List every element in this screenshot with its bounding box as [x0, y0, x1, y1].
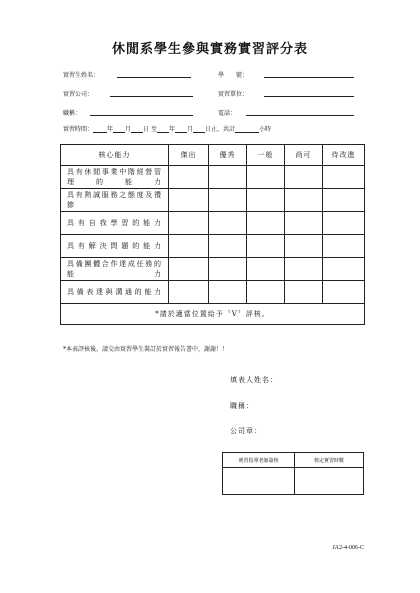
rating-cell[interactable] — [169, 235, 209, 258]
rating-cell[interactable] — [209, 281, 247, 304]
rating-cell[interactable] — [247, 212, 285, 235]
day-label: 日 — [143, 126, 150, 133]
ability-item: 具有熱誠服務之態度及禮節 — [61, 189, 169, 212]
company-seal-label: 公司章： — [230, 427, 262, 435]
approved-hours-cell[interactable] — [295, 468, 364, 495]
rating-header-row — [61, 145, 365, 166]
rating-cell[interactable] — [209, 189, 247, 212]
year-label-end: 年 — [169, 126, 176, 133]
day-total-label: 日止，共計 — [205, 126, 236, 133]
ability-item: 具有解決問題的能力 — [61, 235, 169, 258]
hours-label: 小時 — [259, 126, 272, 133]
rating-cell[interactable] — [285, 258, 323, 281]
year-label: 年 — [107, 126, 114, 133]
table-row — [61, 212, 365, 235]
advisor-signoff-header: 實習指導老師簽核 — [223, 453, 295, 468]
ability-item: 具備團體合作達成任務的能力 — [61, 258, 169, 281]
advisor-signoff-cell[interactable] — [223, 468, 295, 495]
table-row — [61, 189, 365, 212]
rating-cell[interactable] — [209, 235, 247, 258]
ability-item: 具備表達與溝通的能力 — [61, 281, 169, 304]
table-row — [61, 258, 365, 281]
month-label: 月 — [125, 126, 132, 133]
header-outstanding: 傑出 — [169, 145, 209, 166]
to-label: 至 — [150, 126, 157, 133]
student-name-label: 實習生姓名： — [63, 72, 100, 79]
rating-cell[interactable] — [169, 166, 209, 189]
table-row — [61, 281, 365, 304]
submission-note: *本表評核後，請交由實習學生裝訂於實習報告書中，謝謝！！ — [63, 346, 229, 353]
rating-cell[interactable] — [285, 235, 323, 258]
start-month-field[interactable] — [113, 125, 125, 133]
start-year-field[interactable] — [93, 125, 107, 133]
approved-hours-header: 核定實習時數 — [295, 453, 364, 468]
company-label: 實習公司： — [63, 91, 94, 98]
form-title: 休閒系學生參與實務實習評分表 — [111, 42, 308, 57]
rating-cell[interactable] — [247, 258, 285, 281]
student-name-field[interactable] — [117, 77, 191, 78]
rating-cell[interactable] — [285, 166, 323, 189]
rating-table — [60, 144, 365, 325]
rating-footer-row — [61, 304, 365, 325]
rating-cell[interactable] — [285, 189, 323, 212]
rating-cell[interactable] — [209, 166, 247, 189]
total-hours-field[interactable] — [235, 125, 259, 133]
end-day-field[interactable] — [193, 125, 205, 133]
filler-title-label: 職稱： — [230, 402, 254, 410]
rating-cell[interactable] — [285, 281, 323, 304]
unit-field[interactable] — [264, 96, 354, 97]
header-core-ability: 核心能力 — [61, 145, 169, 166]
rating-cell[interactable] — [323, 212, 365, 235]
rating-cell[interactable] — [323, 281, 365, 304]
ability-item: 具有自我學習的能力 — [61, 212, 169, 235]
rating-cell[interactable] — [209, 258, 247, 281]
phone-label: 電話： — [218, 110, 237, 117]
position-field[interactable] — [90, 115, 193, 116]
rating-cell[interactable] — [247, 281, 285, 304]
header-average: 一般 — [247, 145, 285, 166]
rating-cell[interactable] — [247, 166, 285, 189]
rating-cell[interactable] — [285, 212, 323, 235]
rating-cell[interactable] — [169, 281, 209, 304]
end-year-field[interactable] — [157, 125, 169, 133]
rating-cell[interactable] — [323, 166, 365, 189]
rating-cell[interactable] — [247, 235, 285, 258]
rating-cell[interactable] — [323, 189, 365, 212]
rating-cell[interactable] — [169, 258, 209, 281]
rating-cell[interactable] — [169, 189, 209, 212]
approval-header-row — [223, 453, 364, 468]
ability-item: 具有休閒事業中階經營管理的能力 — [61, 166, 169, 189]
student-id-label: 學 號： — [218, 72, 249, 79]
company-field[interactable] — [110, 96, 193, 97]
month-label-end: 月 — [187, 126, 194, 133]
student-id-field[interactable] — [264, 77, 354, 78]
form-code: JA2-4-006-C — [332, 545, 364, 551]
approval-body-row — [223, 468, 364, 495]
rating-cell[interactable] — [323, 258, 365, 281]
header-excellent: 優秀 — [209, 145, 247, 166]
header-fair: 尚可 — [285, 145, 323, 166]
rating-cell[interactable] — [323, 235, 365, 258]
filler-name-label: 填表人姓名： — [230, 376, 278, 384]
start-day-field[interactable] — [131, 125, 143, 133]
approval-table — [222, 452, 364, 495]
rating-cell[interactable] — [209, 212, 247, 235]
rating-cell[interactable] — [169, 212, 209, 235]
phone-field[interactable] — [246, 115, 354, 116]
unit-label: 實習單位： — [218, 91, 249, 98]
rating-instruction: *請於適當位置給予〝V〞評核。 — [61, 304, 365, 325]
position-label: 職稱： — [63, 110, 82, 117]
header-needs-improvement: 待改進 — [323, 145, 365, 166]
table-row — [61, 235, 365, 258]
rating-cell[interactable] — [247, 189, 285, 212]
period-label: 實習時間： — [63, 126, 94, 133]
table-row — [61, 166, 365, 189]
end-month-field[interactable] — [175, 125, 187, 133]
internship-period — [63, 124, 271, 133]
